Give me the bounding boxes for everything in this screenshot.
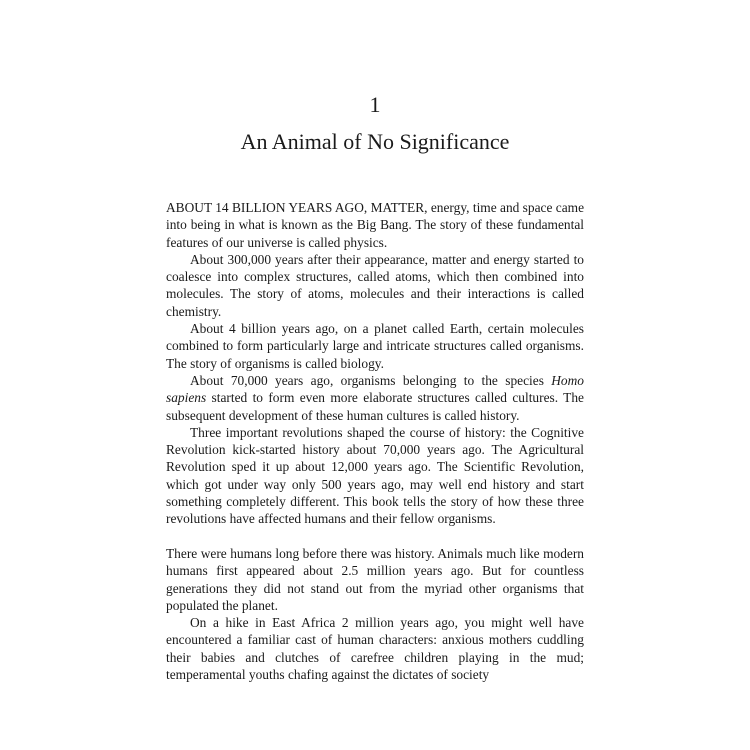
- paragraph-chemistry: About 300,000 years after their appearance, matter and energy started to coalesce into complex structures, called atoms, which then combined into molecules. The story of atoms, molecules and their interactions is called chemistry.: [166, 251, 584, 319]
- section-break: [166, 528, 584, 545]
- paragraph-history-end: started to form even more elaborate structures called cultures. The subsequent development of these human cultures is called history.: [166, 390, 584, 423]
- paragraph-early-humans: There were humans long before there was history. Animals much like modern humans first appeared about 2.5 million years ago. But for countless generations they did not stand out from the myriad other organisms that populated the planet.: [166, 545, 584, 613]
- paragraph-east-africa: On a hike in East Africa 2 million years ago, you might well have encountered a familiar cast of human characters: anxious mothers cuddling their babies and clutches of carefree children playing in the mud; temperamental youths chafing against the dictates of society: [166, 615, 584, 683]
- chapter-number: 1: [369, 92, 381, 117]
- paragraph-revolutions: Three important revolutions shaped the course of history: the Cognitive Revolution kick-started history about 70,000 years ago. The Agricultural Revolution sped it up about 12,000 years ago. The Scientific Revolution, which got under way only 500 years ago, may well end history and start something completely different. This book tells the story of how these three revolutions have affected humans and their fellow organisms.: [166, 424, 584, 527]
- species-name: Homo sapiens: [166, 372, 584, 406]
- paragraph-history-start: About 70,000 years ago, organisms belonging to the species: [190, 372, 552, 388]
- body-text: [166, 199, 584, 683]
- chapter-title: An Animal of No Significance: [240, 129, 510, 154]
- paragraph-big-bang: ABOUT 14 BILLION YEARS AGO, MATTER, energy, time and space came into being in what is known as the Big Bang. The story of these fundamental features of our universe is called physics.: [166, 200, 585, 250]
- paragraph-biology: About 4 billion years ago, on a planet called Earth, certain molecules combined to form particularly large and intricate structures called organisms. The story of organisms is called biology.: [166, 321, 584, 371]
- paragraph-history: [166, 372, 584, 424]
